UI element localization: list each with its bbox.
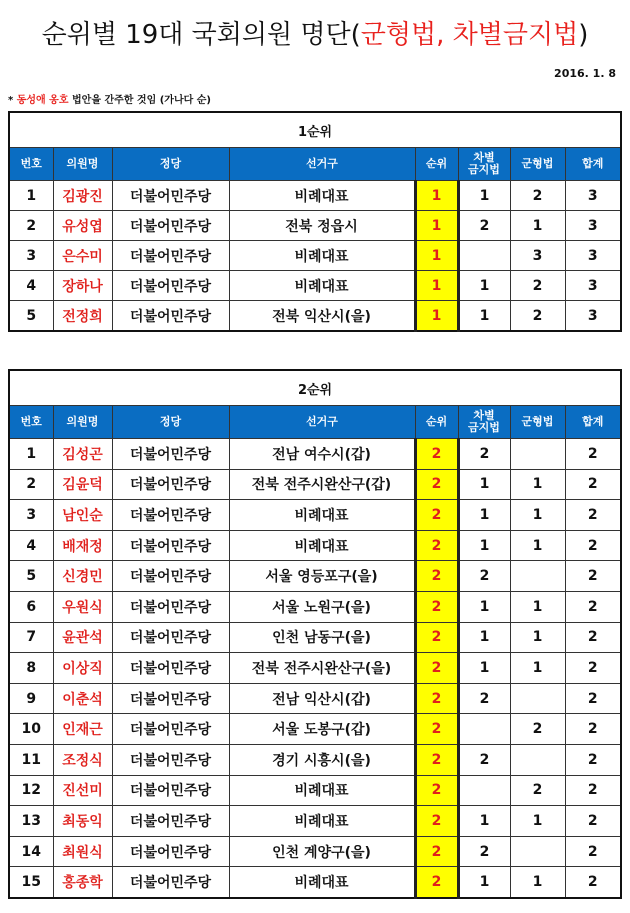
cell-total: 2 xyxy=(565,561,621,592)
col-header-discrimination xyxy=(458,406,510,439)
cell-district: 비례대표 xyxy=(229,806,415,837)
cell-party: 더불어민주당 xyxy=(112,301,229,332)
cell-party: 더불어민주당 xyxy=(112,683,229,714)
col-header-no: 번호 xyxy=(9,148,53,181)
cell-discrimination-act: 1 xyxy=(458,530,510,561)
cell-military-act: 1 xyxy=(510,500,565,531)
cell-no: 15 xyxy=(9,867,53,898)
col-header-discrimination-l1: 차별 xyxy=(473,409,495,422)
cell-rank: 2 xyxy=(415,500,458,531)
cell-party: 더불어민주당 xyxy=(112,622,229,653)
col-header-district: 선거구 xyxy=(229,148,415,181)
note-bullet: * xyxy=(8,95,14,106)
cell-rank: 2 xyxy=(415,469,458,500)
table-row xyxy=(9,867,621,898)
cell-total: 2 xyxy=(565,714,621,745)
cell-member-name: 우원식 xyxy=(53,591,112,622)
cell-no: 10 xyxy=(9,714,53,745)
cell-military-act xyxy=(510,439,565,470)
cell-military-act: 1 xyxy=(510,211,565,241)
cell-total: 3 xyxy=(565,241,621,271)
cell-total: 3 xyxy=(565,181,621,211)
cell-discrimination-act: 2 xyxy=(458,683,510,714)
table-row xyxy=(9,806,621,837)
cell-rank: 1 xyxy=(415,211,458,241)
cell-military-act: 1 xyxy=(510,469,565,500)
cell-party: 더불어민주당 xyxy=(112,744,229,775)
cell-member-name: 유성엽 xyxy=(53,211,112,241)
cell-district: 비례대표 xyxy=(229,181,415,211)
table-row xyxy=(9,211,621,241)
title-highlight: 군형법, 차별금지법 xyxy=(360,20,579,50)
cell-rank: 2 xyxy=(415,683,458,714)
cell-rank: 2 xyxy=(415,591,458,622)
cell-party: 더불어민주당 xyxy=(112,714,229,745)
cell-total: 2 xyxy=(565,439,621,470)
table-row xyxy=(9,744,621,775)
table-row xyxy=(9,561,621,592)
cell-total: 2 xyxy=(565,622,621,653)
cell-total: 2 xyxy=(565,530,621,561)
table-row xyxy=(9,181,621,211)
cell-rank: 1 xyxy=(415,301,458,332)
column-header-row xyxy=(9,406,621,439)
cell-member-name: 배재정 xyxy=(53,530,112,561)
cell-discrimination-act: 1 xyxy=(458,591,510,622)
cell-no: 13 xyxy=(9,806,53,837)
cell-party: 더불어민주당 xyxy=(112,561,229,592)
cell-rank: 2 xyxy=(415,806,458,837)
cell-member-name: 남인순 xyxy=(53,500,112,531)
col-header-rank: 순위 xyxy=(415,148,458,181)
table-caption: 1순위 xyxy=(9,112,621,148)
cell-discrimination-act: 1 xyxy=(458,271,510,301)
cell-party: 더불어민주당 xyxy=(112,775,229,806)
rank-1-table xyxy=(8,111,622,332)
cell-party: 더불어민주당 xyxy=(112,806,229,837)
cell-discrimination-act: 1 xyxy=(458,301,510,332)
cell-rank: 2 xyxy=(415,530,458,561)
cell-military-act: 1 xyxy=(510,653,565,684)
cell-military-act: 2 xyxy=(510,775,565,806)
col-header-discrimination-l2: 금지법 xyxy=(468,421,500,434)
cell-discrimination-act: 1 xyxy=(458,622,510,653)
cell-party: 더불어민주당 xyxy=(112,500,229,531)
cell-no: 14 xyxy=(9,836,53,867)
cell-rank: 2 xyxy=(415,744,458,775)
col-header-rank: 순위 xyxy=(415,406,458,439)
cell-no: 8 xyxy=(9,653,53,684)
cell-rank: 1 xyxy=(415,241,458,271)
cell-party: 더불어민주당 xyxy=(112,181,229,211)
cell-total: 2 xyxy=(565,683,621,714)
cell-military-act: 1 xyxy=(510,806,565,837)
table-row xyxy=(9,530,621,561)
cell-rank: 2 xyxy=(415,439,458,470)
cell-no: 1 xyxy=(9,439,53,470)
cell-discrimination-act: 2 xyxy=(458,836,510,867)
cell-total: 2 xyxy=(565,806,621,837)
cell-district: 인천 계양구(을) xyxy=(229,836,415,867)
cell-military-act: 1 xyxy=(510,867,565,898)
cell-discrimination-act: 2 xyxy=(458,561,510,592)
cell-district: 전남 익산시(갑) xyxy=(229,683,415,714)
cell-discrimination-act xyxy=(458,241,510,271)
cell-no: 4 xyxy=(9,530,53,561)
column-header-row xyxy=(9,148,621,181)
col-header-total: 합계 xyxy=(565,406,621,439)
table-caption: 2순위 xyxy=(9,370,621,406)
cell-military-act: 2 xyxy=(510,301,565,332)
cell-total: 2 xyxy=(565,591,621,622)
cell-member-name: 은수미 xyxy=(53,241,112,271)
table-row xyxy=(9,683,621,714)
cell-discrimination-act: 1 xyxy=(458,469,510,500)
cell-rank: 2 xyxy=(415,867,458,898)
cell-party: 더불어민주당 xyxy=(112,530,229,561)
col-header-military: 군형법 xyxy=(510,148,565,181)
cell-member-name: 전정희 xyxy=(53,301,112,332)
cell-district: 비례대표 xyxy=(229,530,415,561)
cell-military-act xyxy=(510,744,565,775)
cell-no: 2 xyxy=(9,211,53,241)
cell-district: 인천 남동구(을) xyxy=(229,622,415,653)
cell-discrimination-act xyxy=(458,775,510,806)
cell-total: 3 xyxy=(565,271,621,301)
cell-member-name: 최원식 xyxy=(53,836,112,867)
cell-district: 전북 전주시완산구(을) xyxy=(229,653,415,684)
cell-member-name: 이상직 xyxy=(53,653,112,684)
table-row xyxy=(9,775,621,806)
cell-party: 더불어민주당 xyxy=(112,653,229,684)
cell-rank: 2 xyxy=(415,622,458,653)
cell-military-act: 1 xyxy=(510,530,565,561)
cell-party: 더불어민주당 xyxy=(112,241,229,271)
cell-district: 전북 정읍시 xyxy=(229,211,415,241)
col-header-name: 의원명 xyxy=(53,406,112,439)
col-header-discrimination-l2: 금지법 xyxy=(468,163,500,176)
table-row xyxy=(9,653,621,684)
cell-district: 비례대표 xyxy=(229,775,415,806)
table-row xyxy=(9,271,621,301)
cell-total: 3 xyxy=(565,301,621,332)
cell-member-name: 조정식 xyxy=(53,744,112,775)
title-suffix: ) xyxy=(578,20,589,50)
table-row xyxy=(9,591,621,622)
cell-no: 6 xyxy=(9,591,53,622)
cell-district: 경기 시흥시(을) xyxy=(229,744,415,775)
col-header-discrimination xyxy=(458,148,510,181)
cell-district: 서울 노원구(을) xyxy=(229,591,415,622)
cell-total: 2 xyxy=(565,469,621,500)
cell-member-name: 장하나 xyxy=(53,271,112,301)
cell-rank: 2 xyxy=(415,561,458,592)
cell-district: 비례대표 xyxy=(229,271,415,301)
title-prefix: 순위별 19대 국회의원 명단( xyxy=(41,20,361,50)
col-header-discrimination-l1: 차별 xyxy=(473,151,495,164)
cell-discrimination-act: 1 xyxy=(458,806,510,837)
cell-member-name: 신경민 xyxy=(53,561,112,592)
cell-total: 2 xyxy=(565,744,621,775)
col-header-military: 군형법 xyxy=(510,406,565,439)
cell-district: 비례대표 xyxy=(229,867,415,898)
table-row xyxy=(9,622,621,653)
table-row xyxy=(9,500,621,531)
cell-discrimination-act: 1 xyxy=(458,867,510,898)
cell-discrimination-act: 1 xyxy=(458,500,510,531)
cell-military-act xyxy=(510,561,565,592)
cell-party: 더불어민주당 xyxy=(112,211,229,241)
cell-no: 3 xyxy=(9,241,53,271)
cell-total: 2 xyxy=(565,653,621,684)
legend-note xyxy=(8,91,211,106)
cell-discrimination-act: 2 xyxy=(458,211,510,241)
note-text: 법안을 간주한 것임 (가나다 순) xyxy=(68,95,211,106)
cell-military-act: 3 xyxy=(510,241,565,271)
cell-rank: 2 xyxy=(415,653,458,684)
col-header-name: 의원명 xyxy=(53,148,112,181)
cell-total: 2 xyxy=(565,500,621,531)
cell-member-name: 이춘석 xyxy=(53,683,112,714)
cell-party: 더불어민주당 xyxy=(112,591,229,622)
cell-no: 1 xyxy=(9,181,53,211)
cell-rank: 2 xyxy=(415,836,458,867)
cell-rank: 2 xyxy=(415,714,458,745)
cell-district: 비례대표 xyxy=(229,241,415,271)
table-row xyxy=(9,301,621,332)
cell-total: 2 xyxy=(565,836,621,867)
cell-party: 더불어민주당 xyxy=(112,836,229,867)
cell-discrimination-act: 1 xyxy=(458,653,510,684)
cell-total: 3 xyxy=(565,211,621,241)
col-header-party: 정당 xyxy=(112,148,229,181)
cell-military-act: 1 xyxy=(510,591,565,622)
col-header-total: 합계 xyxy=(565,148,621,181)
cell-member-name: 윤관석 xyxy=(53,622,112,653)
cell-no: 3 xyxy=(9,500,53,531)
cell-member-name: 김윤덕 xyxy=(53,469,112,500)
cell-military-act: 2 xyxy=(510,271,565,301)
col-header-no: 번호 xyxy=(9,406,53,439)
cell-member-name: 김성곤 xyxy=(53,439,112,470)
cell-district: 비례대표 xyxy=(229,500,415,531)
cell-military-act: 1 xyxy=(510,622,565,653)
cell-no: 5 xyxy=(9,301,53,332)
cell-rank: 2 xyxy=(415,775,458,806)
cell-military-act xyxy=(510,836,565,867)
cell-rank: 1 xyxy=(415,271,458,301)
cell-no: 2 xyxy=(9,469,53,500)
cell-district: 서울 도봉구(갑) xyxy=(229,714,415,745)
cell-discrimination-act: 1 xyxy=(458,181,510,211)
col-header-district: 선거구 xyxy=(229,406,415,439)
cell-party: 더불어민주당 xyxy=(112,439,229,470)
cell-military-act: 2 xyxy=(510,181,565,211)
cell-total: 2 xyxy=(565,867,621,898)
table-row xyxy=(9,469,621,500)
cell-party: 더불어민주당 xyxy=(112,867,229,898)
cell-member-name: 최동익 xyxy=(53,806,112,837)
table-row xyxy=(9,439,621,470)
cell-district: 서울 영등포구(을) xyxy=(229,561,415,592)
table-row xyxy=(9,714,621,745)
cell-total: 2 xyxy=(565,775,621,806)
document-date: 2016. 1. 8 xyxy=(554,67,616,80)
page-title xyxy=(0,14,630,51)
cell-discrimination-act: 2 xyxy=(458,744,510,775)
cell-no: 9 xyxy=(9,683,53,714)
table-row xyxy=(9,836,621,867)
cell-no: 11 xyxy=(9,744,53,775)
cell-district: 전북 전주시완산구(갑) xyxy=(229,469,415,500)
table-row xyxy=(9,241,621,271)
cell-member-name: 홍종학 xyxy=(53,867,112,898)
cell-member-name: 인재근 xyxy=(53,714,112,745)
cell-military-act: 2 xyxy=(510,714,565,745)
rank-1-body xyxy=(9,112,621,331)
cell-rank: 1 xyxy=(415,181,458,211)
col-header-party: 정당 xyxy=(112,406,229,439)
cell-district: 전남 여수시(갑) xyxy=(229,439,415,470)
cell-no: 12 xyxy=(9,775,53,806)
cell-party: 더불어민주당 xyxy=(112,271,229,301)
rank-2-table xyxy=(8,369,622,899)
cell-district: 전북 익산시(을) xyxy=(229,301,415,332)
cell-no: 4 xyxy=(9,271,53,301)
cell-no: 7 xyxy=(9,622,53,653)
note-highlight: 동성애 옹호 xyxy=(16,95,69,106)
cell-party: 더불어민주당 xyxy=(112,469,229,500)
cell-military-act xyxy=(510,683,565,714)
rank-2-body xyxy=(9,370,621,898)
cell-member-name: 진선미 xyxy=(53,775,112,806)
cell-member-name: 김광진 xyxy=(53,181,112,211)
cell-no: 5 xyxy=(9,561,53,592)
cell-discrimination-act xyxy=(458,714,510,745)
cell-discrimination-act: 2 xyxy=(458,439,510,470)
